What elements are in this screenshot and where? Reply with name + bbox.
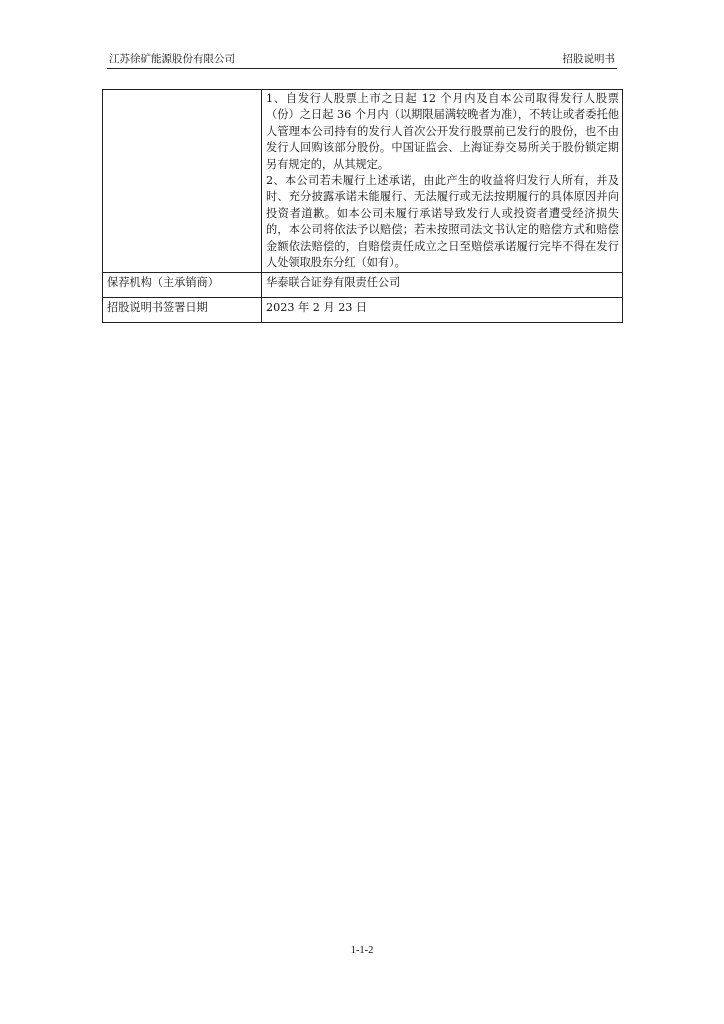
signing-date-label: 招股说明书签署日期	[103, 298, 262, 323]
table-row	[103, 90, 623, 273]
page-number: 1-1-2	[350, 945, 374, 956]
sponsor-value: 华泰联合证券有限责任公司	[262, 273, 623, 298]
commitment-paragraph-1: 1、自发行人股票上市之日起 12 个月内及自本公司取得发行人股票（份）之日起 36 个月内（以期限届满较晚者为准），不转让或者委托他人管理本公司持有的发行人首次公开发行股票前已发行的股份，也不由发行人回购该部分股份。中国证监会、上海证券交易所关于股份锁定期另有规定的，从其规定。	[266, 92, 619, 171]
header-document-type: 招股说明书	[562, 53, 615, 65]
table-label-cell	[103, 90, 262, 273]
prospectus-info-table	[102, 89, 623, 323]
table-row	[103, 273, 623, 298]
table-row	[103, 298, 623, 323]
header-rule	[107, 68, 617, 69]
sponsor-label: 保荐机构（主承销商）	[103, 273, 262, 298]
commitment-paragraph-2: 2、本公司若未履行上述承诺，由此产生的收益将归发行人所有，并及时、充分披露承诺未能履行、无法履行或无法按期履行的具体原因并向投资者道歉。如本公司未履行承诺导致发行人或投资者遭受经济损失的，本公司将依法予以赔偿；若未按照司法文书认定的赔偿方式和赔偿金额依法赔偿的，自赔偿责任成立之日至赔偿承诺履行完毕不得在发行人处领取股东分红（如有）。	[266, 174, 619, 270]
page-header	[107, 51, 617, 67]
commitment-text-cell	[262, 90, 623, 273]
header-company-name: 江苏徐矿能源股份有限公司	[109, 53, 235, 65]
signing-date-value: 2023 年 2 月 23 日	[262, 298, 623, 323]
